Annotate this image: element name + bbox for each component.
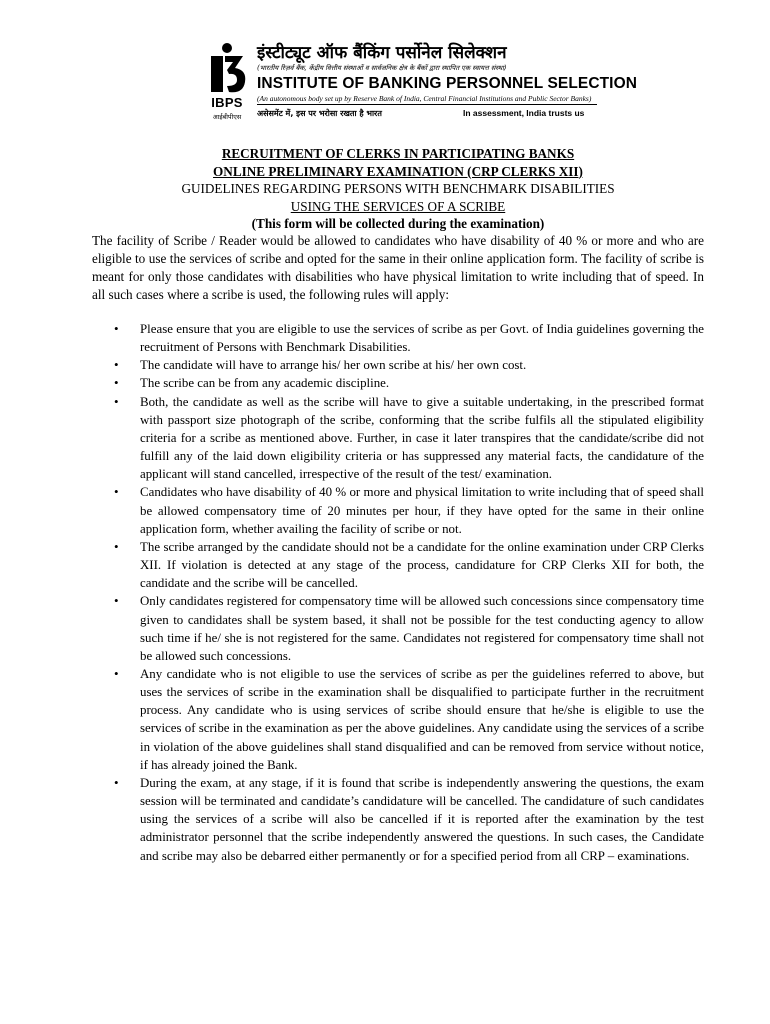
institute-subtitle-english: (An autonomous body set up by Reserve Bank of India, Central Financial Institutions and Public Sector Banks) <box>257 94 592 103</box>
list-item: • During the exam, at any stage, if it is found that scribe is independently answering the questions, the exam session will be terminated and candidate’s candidature will be cancelled. The candidature of such candidates using the services of a scribe will also be cancelled if it is reported after the examination by the test administrator personnel that the scribe independently answered the questions. In such cases, the Candidate and scribe may also be debarred either permanently or for a specified period from all CRP – examinations. <box>92 774 704 865</box>
title-line-1: RECRUITMENT OF CLERKS IN PARTICIPATING BANKS <box>221 146 575 161</box>
title-line-4: USING THE SERVICES OF A SCRIBE <box>290 198 506 214</box>
title-note: (This form will be collected during the examination) <box>251 216 545 231</box>
list-item: • The candidate will have to arrange his/ her own scribe at his/ her own cost. <box>92 356 704 374</box>
list-item: • Only candidates registered for compensatory time will be allowed such concessions since compensatory time given to candidates shall be system based, it shall not be possible for the test conducting agency to allow such time if he/ she is not registered for the same. Candidates not registered for compensatory time shall not be allowed such concessions. <box>92 592 704 665</box>
title-line-2: ONLINE PRELIMINARY EXAMINATION (CRP CLERKS XII) <box>213 163 583 179</box>
list-item: • The scribe can be from any academic discipline. <box>92 374 704 392</box>
list-item: • Please ensure that you are eligible to use the services of scribe as per Govt. of India guidelines governing the recruitment of Persons with Benchmark Disabilities. <box>92 320 704 356</box>
document-title-block <box>92 145 704 233</box>
list-item: • The scribe arranged by the candidate should not be a candidate for the online examination under CRP Clerks XII. If violation is detected at any stage of the process, candidature for CRP Clerks XII for both, the candidate and the scribe will be cancelled. <box>92 538 704 592</box>
list-item: • Any candidate who is not eligible to use the services of scribe as per the guidelines referred to above, but uses the services of scribe in the examination shall be disqualified to participate further in the recruitment process. Any candidate who is using services of scribe should ensure that he/she is eligible to use the services of scribe in the examination as per the above guidelines. Any candidate using the services of a scribe in violation of the above guidelines shall stand disqualified and can be removed from service without notice, if has already joined the Bank. <box>92 665 704 774</box>
letterhead <box>205 38 638 128</box>
header-divider <box>257 104 597 105</box>
institute-name-english: INSTITUTE OF BANKING PERSONNEL SELECTION <box>257 75 638 92</box>
title-line-3: GUIDELINES REGARDING PERSONS WITH BENCHMARK DISABILITIES <box>181 181 615 196</box>
ibps-logo <box>205 40 249 128</box>
intro-paragraph: The facility of Scribe / Reader would be allowed to candidates who have disability of 40 % or more and who are eligible to use the services of scribe and opted for the same in their online application form. The facility of scribe is meant for only those candidates with disabilities who have physical limitation to write including that of speed. In all such cases where a scribe is used, the following rules will apply: <box>92 233 704 302</box>
institute-subtitle-hindi: (भारतीय रिज़र्व बैंक, केंद्रीय वित्तीय संस्थाओं व सार्वजनिक क्षेत्र के बैंकों द्वारा स्थापित एक स्वायत्त संस्था) <box>257 64 507 72</box>
ibps-emblem-icon <box>205 40 249 96</box>
motto-english: In assessment, India trusts us <box>463 108 585 118</box>
list-item: • Candidates who have disability of 40 % or more and physical limitation to write including that of speed shall be allowed compensatory time of 20 minutes per hour, if they have opted for the same in their online application form, whether availing the facility of scribe or not. <box>92 483 704 537</box>
logo-text: IBPS <box>211 95 243 110</box>
list-item: • Both, the candidate as well as the scribe will have to give a suitable undertaking, in the prescribed format with passport size photograph of the scribe, conforming that the scribe fulfils all the stipulated eligibility criteria for a scribe as mentioned above. Further, in case it later transpires that the candidate/scribe did not fulfill any of the laid down eligibility criteria or has suppressed any material facts, the candidature of the applicant will stand cancelled, irrespective of the result of the test/ examination. <box>92 393 704 484</box>
logo-hindi-text: आईबीपीएस <box>212 113 242 121</box>
motto-hindi: असेसमेंट में, इस पर भरोसा रखता है भारत <box>257 109 382 118</box>
institute-name-hindi: इंस्टीट्यूट ऑफ बैंकिंग पर्सोनेल सिलेक्शन <box>257 43 507 63</box>
rules-list <box>92 320 704 865</box>
